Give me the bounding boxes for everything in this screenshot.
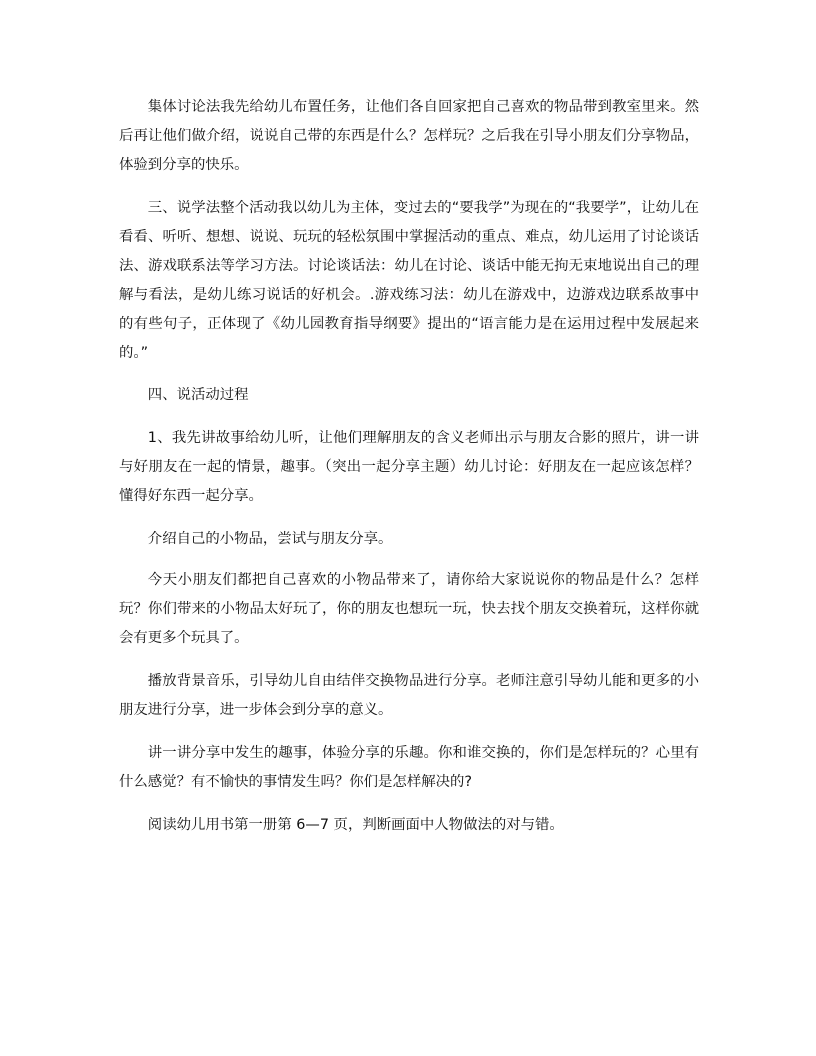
heading-activity-process: 四、说活动过程 xyxy=(147,387,249,403)
paragraph-share-stories: 讲一讲分享中发生的趣事，体验分享的乐趣。你和谁交换的，你们是怎样玩的？心里有什么感觉？有不愉快的事情发生吗？你们是怎样解决的? xyxy=(119,745,699,790)
paragraph-background-music: 播放背景音乐，引导幼儿自由结伴交换物品进行分享。老师注意引导幼儿能和更多的小朋友进行分享，进一步体会到分享的意义。 xyxy=(119,673,699,718)
paragraph-introduce-items: 介绍自己的小物品，尝试与朋友分享。 xyxy=(147,531,393,547)
paragraph-exchange-toys: 今天小朋友们都把自己喜欢的小物品带来了，请你给大家说说你的物品是什么？怎样玩？你们带来的小物品太好玩了，你的朋友也想玩一玩，快去找个朋友交换着玩，这样你就会有更多个玩具了。 xyxy=(119,572,699,646)
paragraph-group-discussion: 集体讨论法我先给幼儿布置任务，让他们各自回家把自己喜欢的物品带到教室里来。然后再让他们做介绍，说说自己带的东西是什么？怎样玩？之后我在引导小朋友们分享物品，体验到分享的快乐。 xyxy=(119,99,699,173)
paragraph-reading-book: 阅读幼儿用书第一册第 6—7 页，判断画面中人物做法的对与错。 xyxy=(147,817,564,833)
paragraph-learning-method: 三、说学法整个活动我以幼儿为主体，变过去的“要我学”为现在的“我要学”，让幼儿在看看、听听、想想、说说、玩玩的轻松氛围中掌握活动的重点、难点，幼儿运用了讨论谈话法、游戏联系法等学习方法。讨论谈话法：幼儿在讨论、谈话中能无拘无束地说出自己的理解与看法，是幼儿练习说话的好机会。.游戏练习法：幼儿在游戏中，边游戏边联系故事中的有些句子，正体现了《幼儿园教育指导纲要》提出的“语言能力是在运用过程中发展起来的。” xyxy=(119,200,699,361)
paragraph-story-telling: 1、我先讲故事给幼儿听，让他们理解朋友的含义老师出示与朋友合影的照片，讲一讲与好朋友在一起的情景，趣事。（突出一起分享主题）幼儿讨论：好朋友在一起应该怎样？懂得好东西一起分享。 xyxy=(119,430,699,504)
